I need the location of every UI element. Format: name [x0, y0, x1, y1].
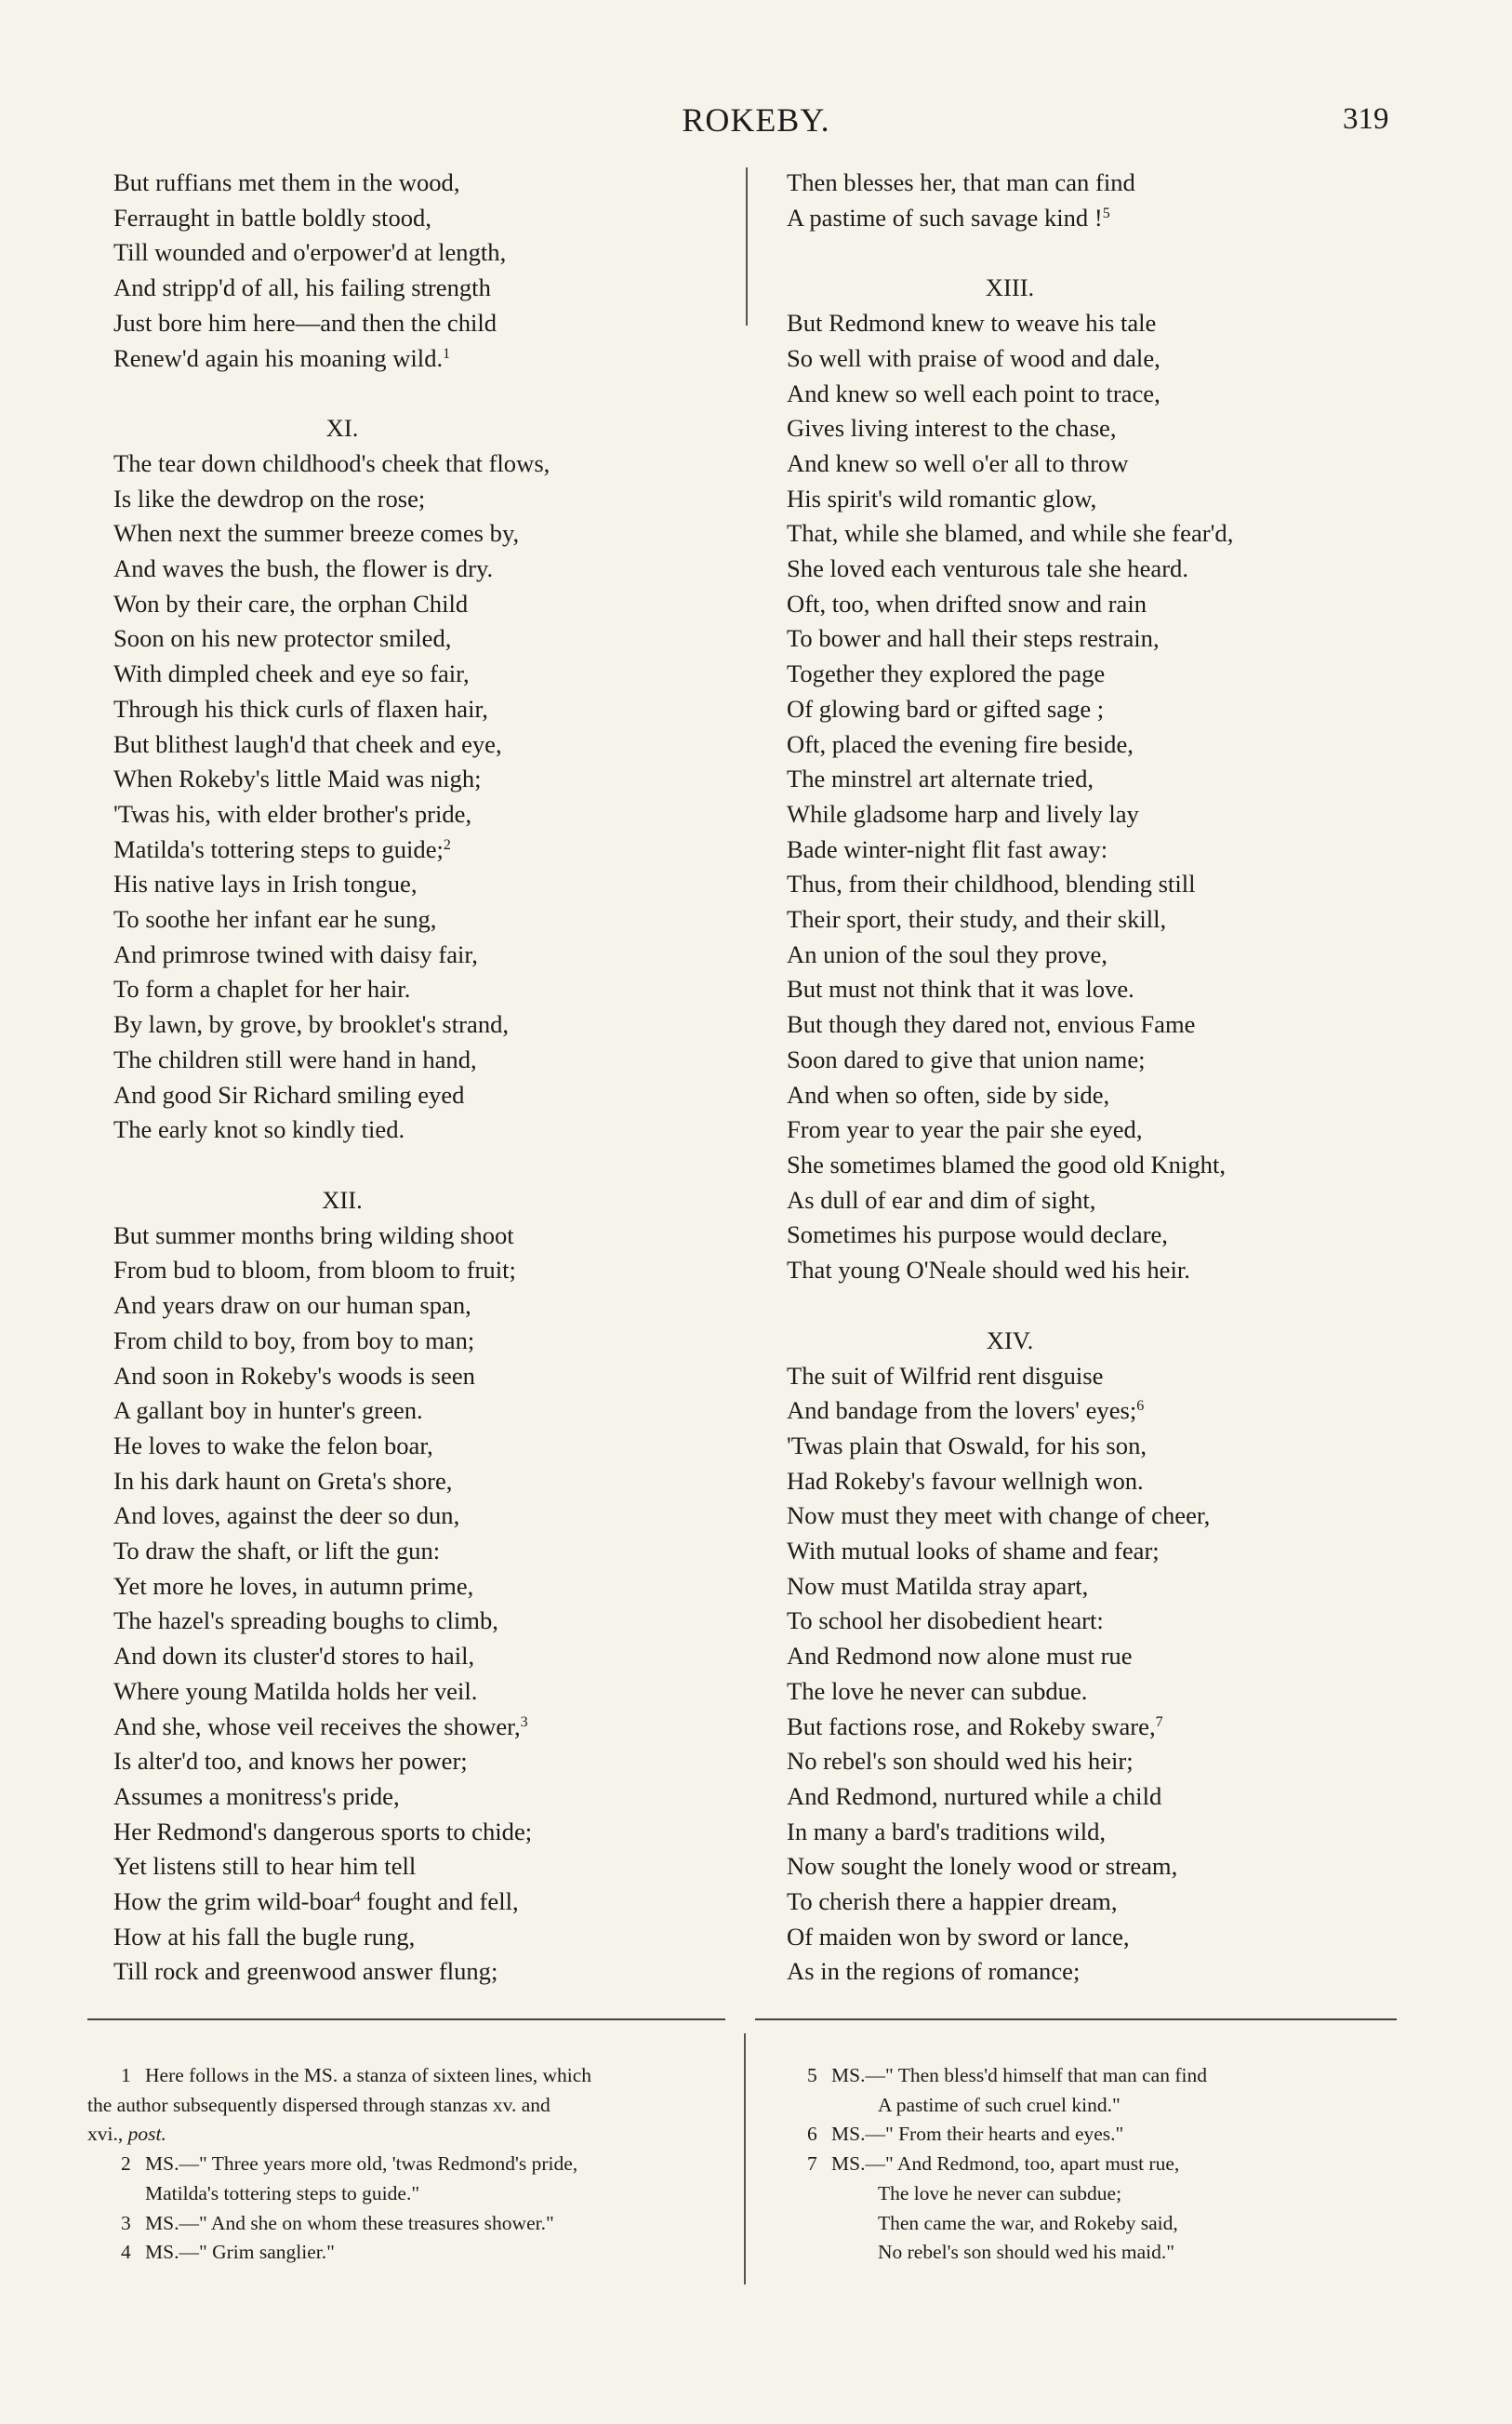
verse-line — [113, 587, 727, 622]
verse-line — [787, 938, 1438, 973]
verse-text: Through his thick curls of flaxen hair, — [113, 694, 488, 723]
verse-line — [787, 482, 1438, 517]
verse-text: fought and fell, — [360, 1887, 519, 1916]
verse-text: And Redmond now alone must rue — [787, 1642, 1133, 1671]
verse-line — [787, 972, 1438, 1007]
verse-line — [113, 692, 727, 727]
verse-text: The early knot so kindly tied. — [113, 1115, 405, 1144]
footnote-reference: 4 — [352, 1889, 361, 1906]
verse-line — [113, 235, 727, 271]
verse-line — [113, 1112, 727, 1148]
verse-text: Matilda's tottering steps to guide; — [113, 834, 444, 863]
verse-text: And she, whose veil receives the shower, — [113, 1711, 521, 1740]
verse-text: Is alter'd too, and knows her power; — [113, 1747, 468, 1776]
footnote-rule-left — [87, 2018, 725, 2020]
footnote-line — [87, 2061, 738, 2091]
verse-line — [787, 832, 1438, 868]
footnote-italic: post. — [127, 2123, 166, 2146]
verse-line — [113, 1920, 727, 1955]
verse-text: And bandage from the lovers' eyes; — [787, 1396, 1137, 1425]
verse-line — [787, 692, 1438, 727]
footnote-line — [87, 2150, 738, 2179]
verse-line — [113, 341, 727, 377]
verse-line — [787, 1043, 1438, 1078]
verse-line — [787, 1218, 1438, 1253]
verse-line — [787, 1849, 1438, 1885]
verse-line — [113, 1288, 727, 1324]
verse-text: Soon dared to give that union name; — [787, 1045, 1146, 1073]
verse-line — [787, 1639, 1438, 1674]
verse-text: Gives living interest to the chase, — [787, 414, 1117, 443]
verse-line — [787, 621, 1438, 657]
verse-text: Yet more he loves, in autumn prime, — [113, 1571, 474, 1600]
verse-line — [787, 1498, 1438, 1534]
footnote-text: Matilda's tottering steps to guide." — [145, 2181, 420, 2204]
verse-text: Just bore him here—and then the child — [113, 308, 497, 337]
verse-line — [787, 1920, 1438, 1955]
verse-line — [787, 1359, 1438, 1394]
verse-line — [787, 1007, 1438, 1043]
verse-text: When Rokeby's little Maid was nigh; — [113, 765, 482, 793]
verse-text: The children still were hand in hand, — [113, 1045, 477, 1073]
verse-text: Then blesses her, that man can find — [787, 168, 1135, 196]
verse-text: A pastime of such savage kind ! — [787, 203, 1103, 232]
verse-line — [787, 516, 1438, 552]
verse-line — [113, 1219, 727, 1254]
verse-text: To soothe her infant ear he sung, — [113, 905, 437, 934]
footnote-reference: 7 — [1155, 1713, 1163, 1730]
verse-line — [787, 727, 1438, 763]
footnote-line — [87, 2238, 738, 2268]
right-column — [787, 166, 1438, 1990]
verse-text: The suit of Wilfrid rent disguise — [787, 1361, 1104, 1390]
verse-text: No rebel's son should wed his heir; — [787, 1747, 1134, 1776]
verse-line — [113, 1534, 727, 1569]
verse-line — [113, 1674, 727, 1710]
footnote-marker: 5 — [807, 2064, 817, 2086]
verse-text: 'Twas his, with elder brother's pride, — [113, 799, 472, 828]
verse-line — [113, 1779, 727, 1815]
verse-text: That, while she blamed, and while she fear'd, — [787, 519, 1234, 548]
verse-text: Thus, from their childhood, blending still — [787, 870, 1196, 899]
verse-text: But though they dared not, envious Fame — [787, 1010, 1196, 1039]
verse-text: But Redmond knew to weave his tale — [787, 309, 1157, 338]
verse-text: And down its cluster'd stores to hail, — [113, 1642, 475, 1671]
verse-text: From child to boy, from boy to man; — [113, 1325, 475, 1354]
verse-line — [113, 1043, 727, 1078]
footnote-marker: 2 — [121, 2152, 131, 2176]
verse-text: How the grim wild-boar — [113, 1887, 353, 1916]
verse-text: In many a bard's traditions wild, — [787, 1817, 1107, 1845]
footnote-text: The love he never can subdue; — [878, 2181, 1122, 2204]
footnote-rule-right — [755, 2018, 1397, 2020]
verse-text: She sometimes blamed the good old Knight, — [787, 1150, 1226, 1179]
verse-line — [787, 1604, 1438, 1639]
verse-text: And knew so well each point to trace, — [787, 379, 1161, 407]
verse-line — [113, 1498, 727, 1534]
verse-line — [787, 1148, 1438, 1183]
footnote-text: the author subsequently dispersed through stanzas xv. and — [87, 2093, 550, 2116]
upper-column-divider — [746, 167, 748, 326]
verse-line — [113, 1639, 727, 1674]
verse-text: That young O'Neale should wed his heir. — [787, 1256, 1190, 1285]
verse-line — [113, 762, 727, 797]
verse-text: But ruffians met them in the wood, — [113, 168, 460, 196]
verse-line — [787, 902, 1438, 938]
verse-text: While gladsome harp and lively lay — [787, 799, 1139, 828]
verse-line — [113, 482, 727, 517]
verse-line — [787, 1112, 1438, 1148]
left-column — [113, 166, 727, 1990]
verse-text: To draw the shaft, or lift the gun: — [113, 1537, 441, 1565]
footnote-line — [774, 2209, 1425, 2239]
verse-text: And primrose twined with daisy fair, — [113, 939, 478, 968]
verse-line — [113, 1324, 727, 1359]
verse-line — [113, 1007, 727, 1043]
verse-line — [113, 1429, 727, 1464]
verse-line — [113, 1253, 727, 1288]
verse-text: And loves, against the deer so dun, — [113, 1501, 460, 1530]
verse-text: Renew'd again his moaning wild. — [113, 343, 444, 372]
running-title: ROKEBY. — [682, 101, 830, 139]
verse-text: Of glowing bard or gifted sage ; — [787, 694, 1105, 723]
verse-line — [787, 341, 1438, 377]
footnote-line — [87, 2091, 738, 2121]
footnote-line — [774, 2238, 1425, 2268]
verse-line — [113, 446, 727, 482]
footnote-marker: 6 — [807, 2123, 817, 2146]
opening-stanza-right — [787, 166, 1438, 235]
verse-text: Yet listens still to hear him tell — [113, 1852, 417, 1881]
verse-text: From year to year the pair she eyed, — [787, 1115, 1143, 1144]
verse-text: His native lays in Irish tongue, — [113, 870, 418, 899]
footnote-line — [774, 2150, 1425, 2179]
verse-text: Oft, too, when drifted snow and rain — [787, 589, 1147, 618]
footnote-line — [774, 2120, 1425, 2150]
footnote-text: MS.—" Then bless'd himself that man can find — [831, 2064, 1207, 2086]
verse-line — [113, 552, 727, 587]
verse-text: With mutual looks of shame and fear; — [787, 1537, 1160, 1565]
stanza-xi — [113, 446, 727, 1148]
footnote-text: xvi., — [87, 2123, 128, 2146]
verse-text: Together they explored the page — [787, 659, 1106, 688]
verse-text: Soon on his new protector smiled, — [113, 624, 452, 653]
verse-line — [787, 1464, 1438, 1499]
verse-line — [113, 1815, 727, 1850]
verse-text: 'Twas plain that Oswald, for his son, — [787, 1431, 1147, 1459]
verse-line — [113, 1078, 727, 1113]
verse-line — [113, 1604, 727, 1639]
footnote-text: No rebel's son should wed his maid." — [878, 2241, 1174, 2264]
verse-line — [113, 938, 727, 973]
footnote-line — [87, 2120, 738, 2150]
verse-line — [113, 1954, 727, 1990]
footnote-line — [87, 2209, 738, 2239]
verse-line — [787, 1393, 1438, 1429]
verse-text: And waves the bush, the flower is dry. — [113, 554, 494, 583]
verse-text: And stripp'd of all, his failing strength — [113, 273, 491, 302]
verse-text: With dimpled cheek and eye so fair, — [113, 659, 470, 688]
footnote-column-divider — [744, 2033, 746, 2284]
verse-line — [787, 1534, 1438, 1569]
verse-text: To school her disobedient heart: — [787, 1606, 1104, 1635]
verse-line — [787, 552, 1438, 587]
stanza-xiv — [787, 1359, 1438, 1991]
footnotes-left — [87, 2061, 738, 2268]
verse-text: From bud to bloom, from bloom to fruit; — [113, 1256, 516, 1285]
opening-stanza-left — [113, 166, 727, 376]
footnote-text: Here follows in the MS. a stanza of sixteen lines, which — [145, 2064, 592, 2086]
verse-text: Bade winter-night flit fast away: — [787, 834, 1108, 863]
verse-text: Now must they meet with change of cheer, — [787, 1501, 1211, 1530]
verse-line — [787, 762, 1438, 797]
verse-text: But must not think that it was love. — [787, 975, 1134, 1004]
verse-line — [787, 797, 1438, 832]
footnote-line — [774, 2061, 1425, 2091]
verse-text: As dull of ear and dim of sight, — [787, 1185, 1096, 1214]
verse-text: Till rock and greenwood answer flung; — [113, 1957, 498, 1986]
verse-line — [787, 1744, 1438, 1779]
verse-line — [113, 201, 727, 236]
footnote-text: MS.—" From their hearts and eyes." — [831, 2123, 1124, 2146]
verse-text: The tear down childhood's cheek that flows, — [113, 448, 550, 477]
footnote-marker: 4 — [121, 2241, 131, 2264]
verse-text: Is like the dewdrop on the rose; — [113, 484, 426, 513]
verse-text: Where young Matilda holds her veil. — [113, 1676, 478, 1705]
verse-text: And knew so well o'er all to throw — [787, 448, 1129, 477]
verse-text: As in the regions of romance; — [787, 1957, 1081, 1986]
verse-line — [787, 1815, 1438, 1850]
footnote-text: MS.—" And Redmond, too, apart must rue, — [831, 2152, 1180, 2176]
verse-text: She loved each venturous tale she heard. — [787, 554, 1188, 583]
footnotes-right — [774, 2061, 1425, 2268]
verse-text: Sometimes his purpose would declare, — [787, 1220, 1168, 1249]
verse-text: Had Rokeby's favour wellnigh won. — [787, 1466, 1144, 1495]
verse-text: But factions rose, and Rokeby sware, — [787, 1711, 1156, 1740]
footnote-text: MS.—" And she on whom these treasures shower." — [145, 2211, 554, 2234]
verse-line — [787, 1674, 1438, 1710]
verse-text: And Redmond, nurtured while a child — [787, 1781, 1162, 1810]
verse-line — [787, 657, 1438, 692]
verse-text: But summer months bring wilding shoot — [113, 1220, 514, 1249]
verse-text: Oft, placed the evening fire beside, — [787, 729, 1134, 758]
verse-text: Ferraught in battle boldly stood, — [113, 203, 431, 232]
stanza-xiii — [787, 306, 1438, 1288]
verse-line — [113, 1885, 727, 1920]
verse-text: But blithest laugh'd that cheek and eye, — [113, 729, 502, 758]
verse-text: The minstrel art alternate tried, — [787, 765, 1094, 793]
footnote-reference: 1 — [443, 345, 451, 362]
footnote-text: Then came the war, and Rokeby said, — [878, 2211, 1178, 2234]
verse-text: He loves to wake the felon boar, — [113, 1431, 433, 1459]
verse-text: And soon in Rokeby's woods is seen — [113, 1361, 475, 1390]
footnote-marker: 1 — [121, 2064, 131, 2086]
footnote-text: MS.—" Three years more old, 'twas Redmond's pride, — [145, 2152, 578, 2176]
page-number: 319 — [1343, 102, 1389, 136]
verse-line — [787, 201, 1438, 236]
verse-line — [787, 306, 1438, 341]
verse-line — [113, 166, 727, 201]
verse-line — [787, 166, 1438, 201]
verse-text: Won by their care, the orphan Child — [113, 589, 469, 618]
verse-line — [113, 1393, 727, 1429]
stanza-heading-xi: XI. — [325, 414, 359, 443]
footnote-reference: 6 — [1136, 1398, 1145, 1415]
verse-text: To bower and hall their steps restrain, — [787, 624, 1160, 653]
verse-text: When next the summer breeze comes by, — [113, 519, 520, 548]
verse-text: And good Sir Richard smiling eyed — [113, 1080, 465, 1109]
verse-line — [113, 1464, 727, 1499]
verse-text: Of maiden won by sword or lance, — [787, 1922, 1130, 1951]
footnote-reference: 5 — [1102, 205, 1110, 221]
verse-line — [113, 621, 727, 657]
verse-text: Assumes a monitress's pride, — [113, 1781, 400, 1810]
verse-line — [113, 1849, 727, 1885]
footnote-reference: 3 — [520, 1713, 528, 1730]
footnote-marker: 3 — [121, 2211, 131, 2234]
verse-text: His spirit's wild romantic glow, — [787, 484, 1097, 513]
verse-line — [113, 1359, 727, 1394]
verse-text: An union of the soul they prove, — [787, 939, 1107, 968]
verse-text: The hazel's spreading boughs to climb, — [113, 1606, 498, 1635]
verse-line — [113, 972, 727, 1007]
verse-line — [113, 1569, 727, 1605]
verse-line — [787, 1253, 1438, 1288]
verse-text: How at his fall the bugle rung, — [113, 1922, 416, 1951]
verse-text: Their sport, their study, and their skill, — [787, 905, 1167, 934]
verse-line — [787, 1183, 1438, 1219]
footnote-reference: 2 — [443, 836, 451, 853]
verse-line — [787, 411, 1438, 446]
verse-text: The love he never can subdue. — [787, 1676, 1088, 1705]
verse-line — [787, 446, 1438, 482]
verse-line — [787, 1429, 1438, 1464]
verse-text: So well with praise of wood and dale, — [787, 343, 1161, 372]
verse-line — [787, 377, 1438, 412]
footnote-line — [774, 2179, 1425, 2209]
verse-line — [787, 587, 1438, 622]
verse-line — [113, 797, 727, 832]
verse-line — [787, 1779, 1438, 1815]
stanza-xii — [113, 1219, 727, 1990]
stanza-heading-xiii: XIII. — [985, 273, 1035, 302]
verse-text: By lawn, by grove, by brooklet's strand, — [113, 1010, 510, 1039]
verse-line — [113, 657, 727, 692]
verse-text: To cherish there a happier dream, — [787, 1887, 1118, 1916]
verse-text: In his dark haunt on Greta's shore, — [113, 1466, 453, 1495]
verse-line — [787, 867, 1438, 902]
stanza-heading-xiv: XIV. — [986, 1325, 1034, 1354]
verse-text: Now must Matilda stray apart, — [787, 1571, 1089, 1600]
verse-text: And when so often, side by side, — [787, 1080, 1110, 1109]
verse-line — [787, 1885, 1438, 1920]
verse-line — [113, 727, 727, 763]
footnote-marker: 7 — [807, 2152, 817, 2176]
stanza-heading-xii: XII. — [322, 1185, 363, 1214]
verse-line — [787, 1569, 1438, 1605]
verse-line — [787, 1078, 1438, 1113]
footnote-line — [87, 2179, 738, 2209]
verse-line — [113, 1744, 727, 1779]
verse-line — [113, 516, 727, 552]
verse-line — [113, 832, 727, 868]
verse-line — [113, 306, 727, 341]
verse-line — [113, 867, 727, 902]
verse-text: To form a chaplet for her hair. — [113, 975, 411, 1004]
verse-line — [113, 902, 727, 938]
verse-line — [787, 1954, 1438, 1990]
footnote-text: MS.—" Grim sanglier." — [145, 2241, 335, 2264]
verse-text: And years draw on our human span, — [113, 1291, 471, 1320]
verse-line — [787, 1710, 1438, 1745]
footnote-line — [774, 2091, 1425, 2121]
verse-line — [113, 1710, 727, 1745]
verse-text: Now sought the lonely wood or stream, — [787, 1852, 1178, 1881]
footnote-text: A pastime of such cruel kind." — [878, 2093, 1121, 2116]
verse-text: A gallant boy in hunter's green. — [113, 1396, 423, 1425]
verse-text: Her Redmond's dangerous sports to chide; — [113, 1817, 533, 1845]
verse-text: Till wounded and o'erpower'd at length, — [113, 238, 507, 267]
verse-line — [113, 271, 727, 306]
